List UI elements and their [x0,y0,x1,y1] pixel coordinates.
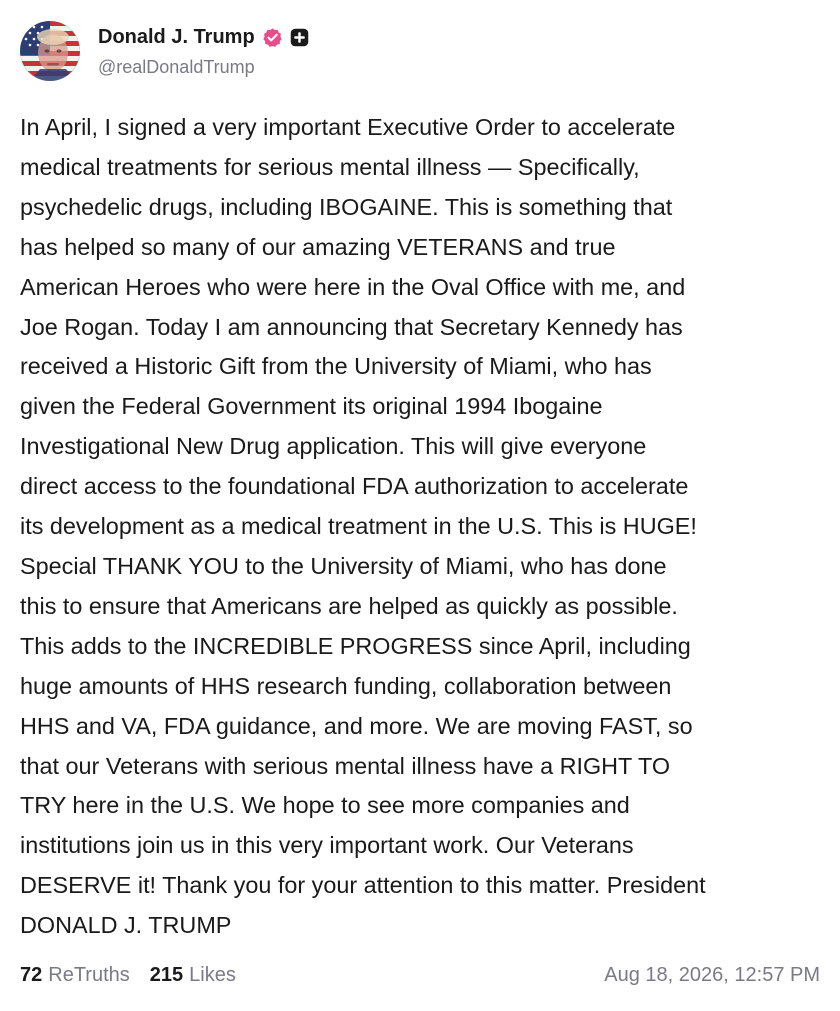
avatar[interactable] [20,21,80,81]
likes-count: 215 [149,963,184,986]
post-stats [20,964,256,987]
plus-badge-icon [289,27,310,48]
retruths-label: ReTruths [48,963,130,986]
author-handle[interactable]: @realDonaldTrump [98,56,255,77]
post-body: In April, I signed a very important Executive Order to accelerate medical treatments for serious mental illness — Specifically, psychedelic drugs, including IBOGAINE. This is something that has helped so many of our amazing VETERANS and true American Heroes who were here in the Oval Office with me, and Joe Rogan. Today I am announcing that Secretary Kennedy has received a Historic Gift from the University of Miami, who has given the Federal Government its original 1994 Ibogaine Investigational New Drug application. This will give everyone direct access to the foundational FDA authorization to accelerate its development as a medical treatment in the U.S. This is HUGE! Special THANK YOU to the University of Miami, who has done this to ensure that Americans are helped as quickly as possible. This adds to the INCREDIBLE PROGRESS since April, including huge amounts of HHS research funding, collaboration between HHS and VA, FDA guidance, and more. We are moving FAST, so that our Veterans with serious mental illness have a RIGHT TO TRY here in the U.S. We hope to see more companies and institutions join us in this very important work. Our Veterans DESERVE it! Thank you for your attention to this matter. President DONALD J. TRUMP [20,114,706,939]
retruths-count: 72 [20,963,43,986]
post-timestamp[interactable]: Aug 18, 2026, 12:57 PM [604,963,820,986]
likes-stat[interactable] [150,964,236,987]
post-header [20,20,310,82]
post-footer [20,960,820,990]
likes-label: Likes [189,963,236,986]
name-row [98,25,310,51]
author-display-name[interactable]: Donald J. Trump [98,26,255,48]
retruths-stat[interactable] [20,964,130,987]
flag-portrait-avatar-icon [20,21,80,81]
verified-badge-icon [262,27,283,48]
author-identity [98,25,310,78]
